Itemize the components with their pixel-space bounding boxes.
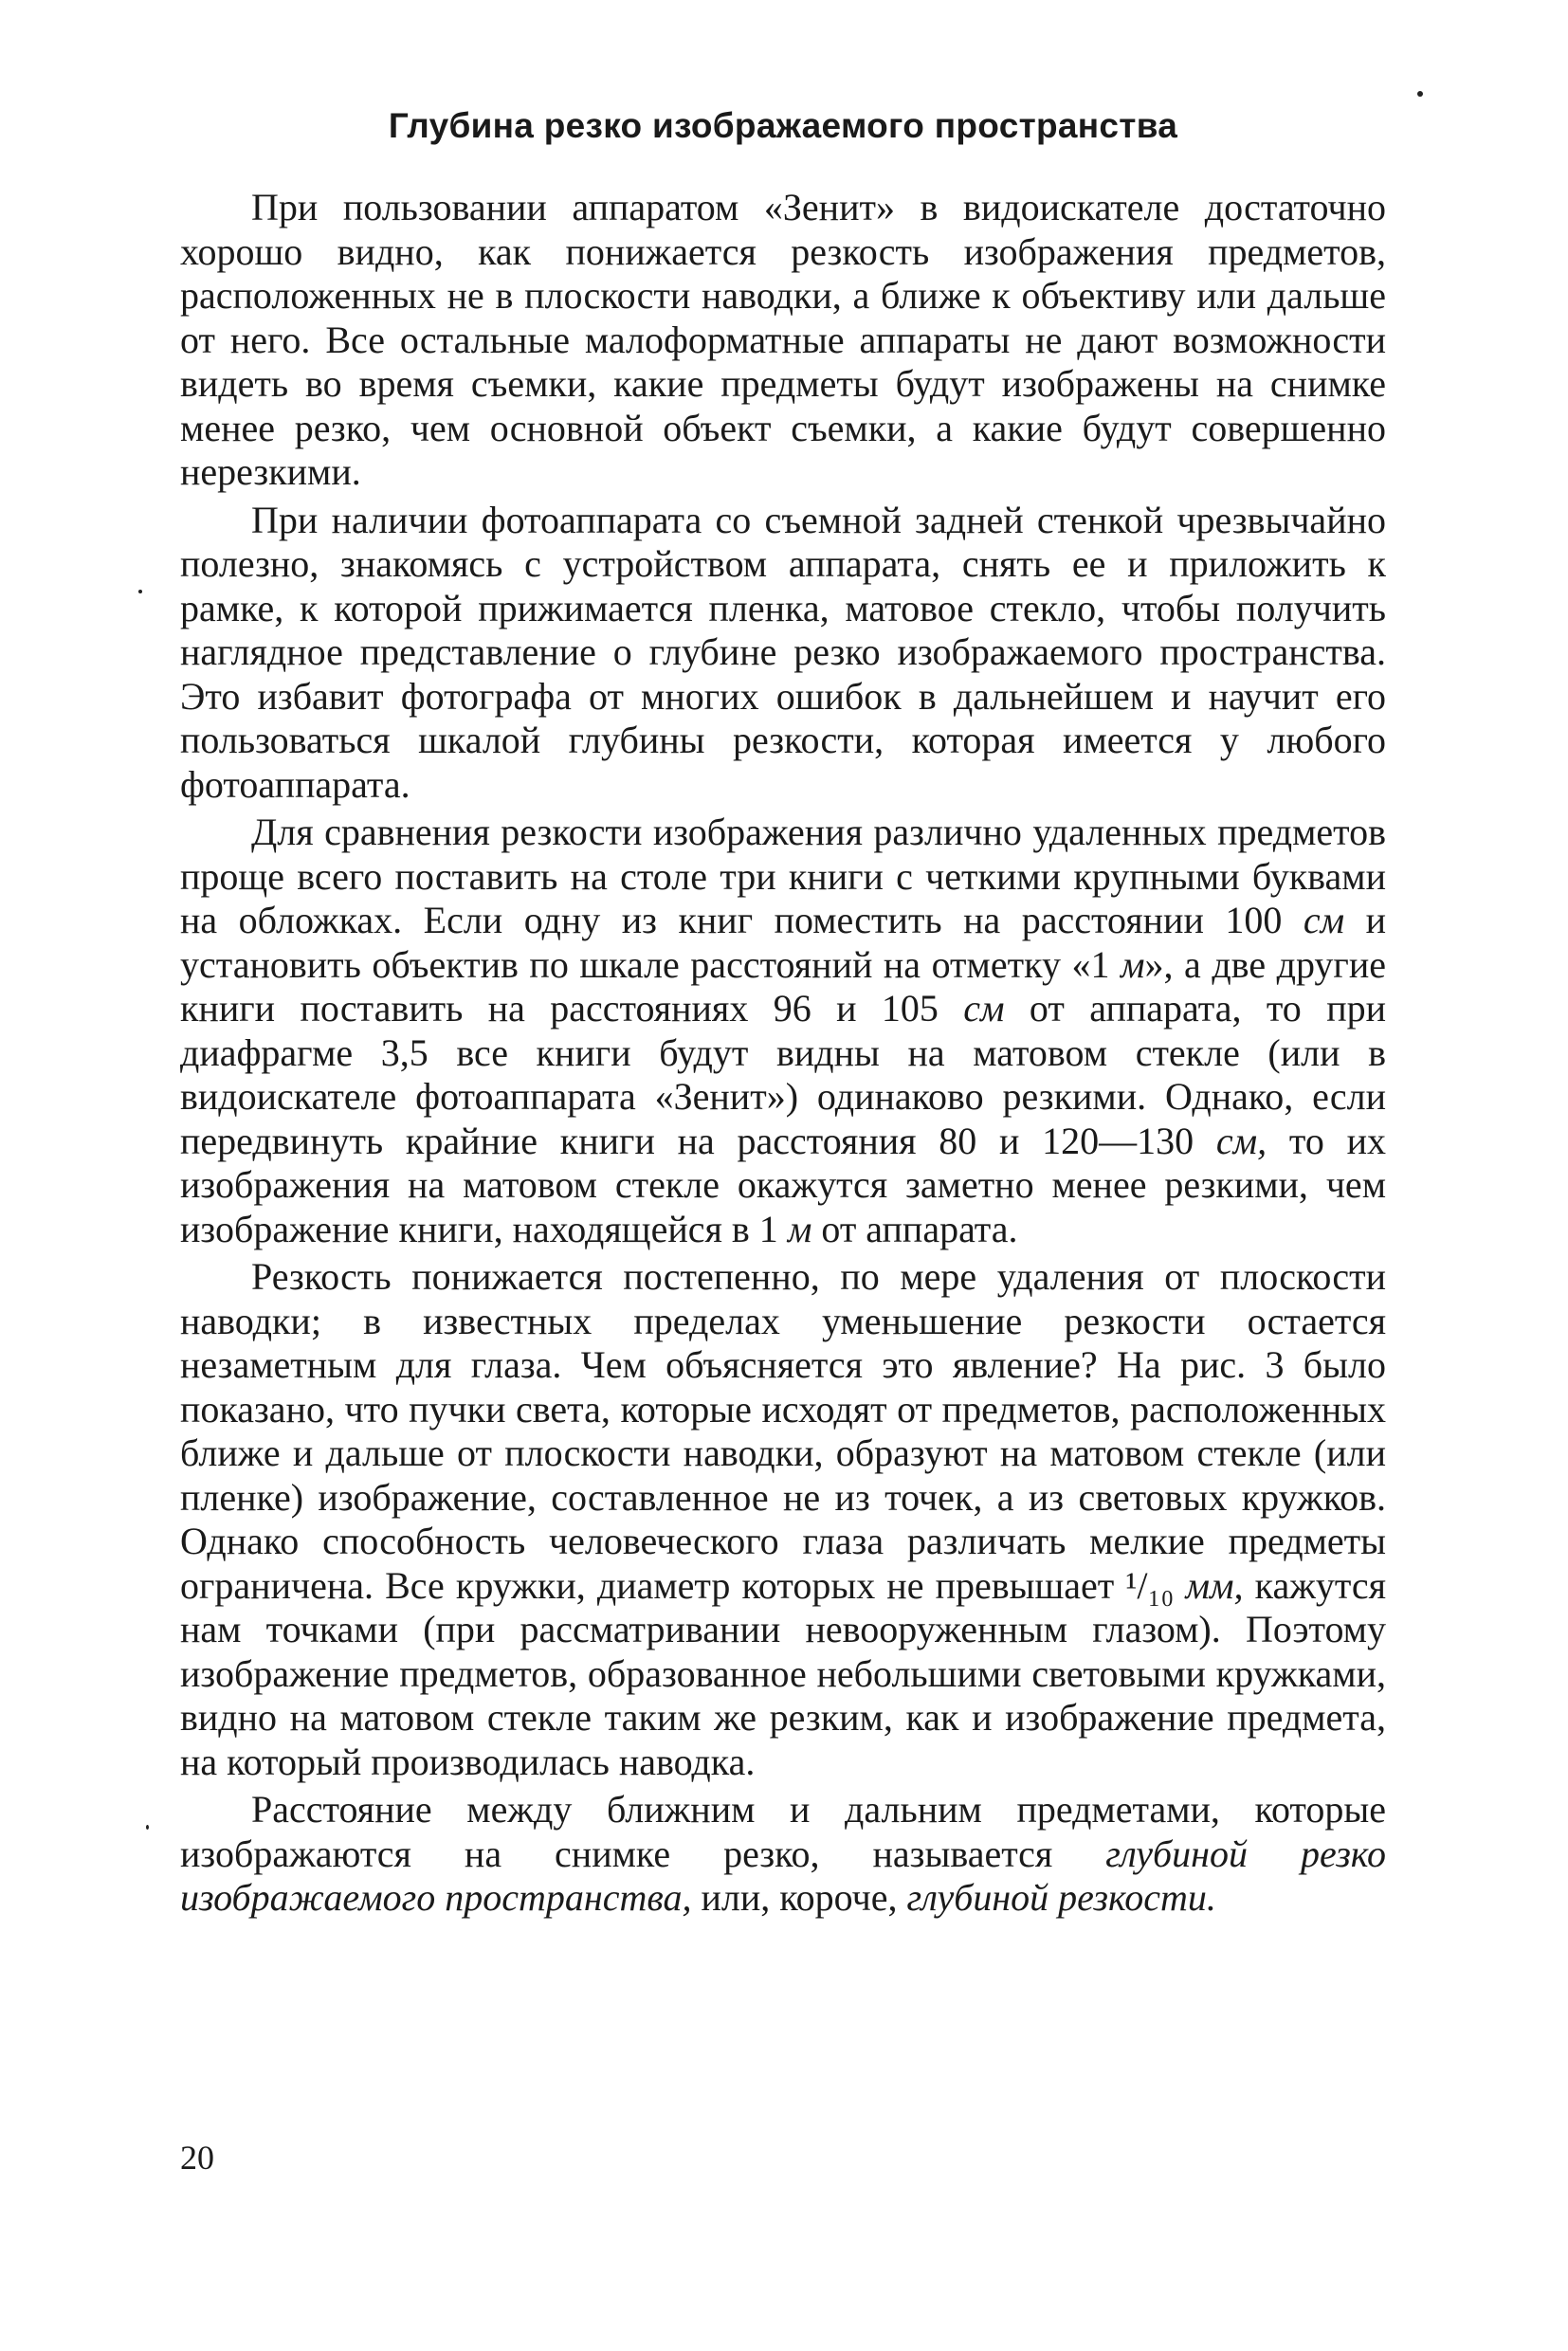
text-run: или, короче, <box>691 1876 907 1919</box>
paragraph <box>180 1788 1386 1921</box>
book-page <box>180 0 1386 2351</box>
unit-text: м <box>787 1207 812 1250</box>
page-number: 20 <box>180 2139 214 2177</box>
text-run: Резкость понижается постепенно, по мере удаления от плоскости наводки; в известных пределах уменьшение резкости остается незаметным для глаза. Чем объясняется это явление? На рис. 3 было показано, что пучки света, которые исходят от предметов, расположенных ближе и дальше от плоскости наводки, образуют на матовом стекле (или пленке) изображение, составленное не из точек, а из световых кружков. Однако способность человеческого глаза различать мелкие предметы ограничена. Все кружки, диаметр которых не превышает ¹/₁₀ <box>180 1255 1386 1607</box>
unit-text: см <box>1303 899 1345 941</box>
text-run: », а две другие книги поставить на расстояниях 96 и 105 <box>180 942 1386 1030</box>
paragraph <box>180 1255 1386 1784</box>
term-text: глубиной резко изображаемого пространства, <box>180 1832 1386 1919</box>
text-run: то их изображения на матовом стекле окажутся заметно менее резкими, чем изображение книги, находящейся в 1 <box>180 1119 1386 1250</box>
unit-text: см, <box>1215 1119 1267 1162</box>
text-run: и установить объектив по шкале расстояний на отметку «1 <box>180 899 1386 986</box>
text-run: При наличии фотоаппарата со съемной задней стенкой чрезвычайно полезно, знакомясь с устройством аппарата, снять ее и приложить к рамке, к которой прижимается пленка, матовое стекло, чтобы получить наглядное представление о глубине резко изображаемого пространства. Это избавит фотографа от многих ошибок в дальнейшем и научит его пользоваться шкалой глубины резкости, которая имеется у любого фотоаппарата. <box>180 498 1386 806</box>
text-run: от аппарата. <box>811 1207 1018 1250</box>
scan-speck <box>146 1825 149 1830</box>
unit-text: м <box>1121 942 1145 986</box>
text-run: от аппарата, то при диафрагме 3,5 все книги будут видны на матовом стекле (или в видоискателе фотоаппарата «Зенит») одинаково резкими. Однако, если передвинуть крайние книги на расстояния 80 и 120—130 <box>180 987 1387 1162</box>
text-run: Для сравнения резкости изображения различно удаленных предметов проще всего поставить на столе три книги с четкими крупными буквами на обложках. Если одну из книг поместить на расстоянии 100 <box>180 811 1386 941</box>
section-heading: Глубина резко изображаемого пространства <box>388 106 1178 145</box>
body-text <box>180 186 1386 1924</box>
text-run: При пользовании аппаратом «Зенит» в видоискателе достаточно хорошо видно, как понижается резкость изображения предметов, расположенных не в плоскости наводки, а ближе к объективу или дальше от него. Все остальные малоформатные аппараты не дают возможности видеть во время съемки, какие предметы будут изображены на снимке менее резко, чем основной объект съемки, а какие будут совершенно нерезкими. <box>180 186 1386 493</box>
term-text: глубиной резкости. <box>906 1876 1216 1919</box>
unit-text: мм, <box>1185 1563 1244 1607</box>
text-run: кажутся нам точками (при рассматривании невооруженным глазом). Поэтому изображение предметов, образованное небольшими световыми кружками, видно на матовом стекле таким же резким, как и изображение предмета, на который производилась наводка. <box>180 1563 1387 1783</box>
paragraph <box>180 499 1386 808</box>
paragraph <box>180 811 1386 1251</box>
scan-speck <box>138 590 142 593</box>
text-run: Расстояние между ближним и дальним предметами, которые изображаются на снимке резко, называется <box>180 1788 1386 1875</box>
paragraph <box>180 186 1386 495</box>
unit-text: см <box>963 987 1005 1030</box>
scan-speck <box>1417 91 1423 97</box>
